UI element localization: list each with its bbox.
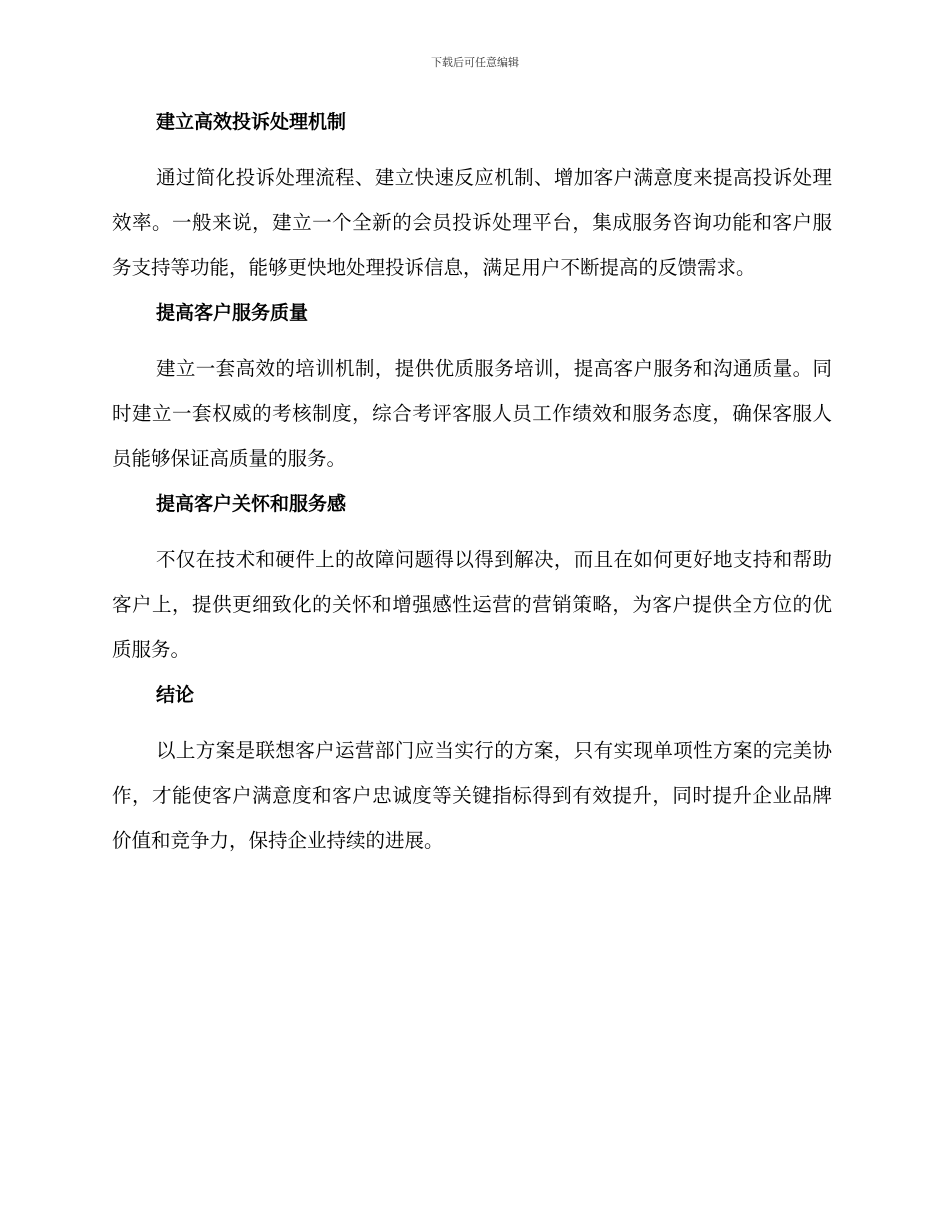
section-heading: 建立高效投诉处理机制 [156, 111, 347, 133]
section-paragraph: 通过简化投诉处理流程、建立快速反应机制、增加客户满意度来提高投诉处理效率。一般来说，建立一个全新的会员投诉处理平台，集成服务咨询功能和客户服务支持等功能，能够更快地处理投诉信息，满足用户不断提高的反馈需求。 [112, 166, 832, 279]
section-conclusion [112, 680, 832, 863]
section-paragraph: 以上方案是联想客户运营部门应当实行的方案，只有实现单项性方案的完美协作，才能使客户满意度和客户忠诚度等关键指标得到有效提升，同时提升企业品牌价值和竞争力，保持企业持续的进展。 [112, 739, 832, 852]
section-service-quality [112, 298, 832, 481]
section-paragraph: 不仅在技术和硬件上的故障问题得以得到解决，而且在如何更好地支持和帮助客户上，提供更细致化的关怀和增强感性运营的营销策略，为客户提供全方位的优质服务。 [112, 548, 832, 661]
section-heading: 结论 [156, 684, 195, 706]
section-heading: 提高客户服务质量 [156, 302, 309, 324]
section-paragraph: 建立一套高效的培训机制，提供优质服务培训，提高客户服务和沟通质量。同时建立一套权威的考核制度，综合考评客服人员工作绩效和服务态度，确保客服人员能够保证高质量的服务。 [112, 357, 832, 470]
section-customer-care [112, 489, 832, 672]
page-header-note: 下载后可任意编辑 [431, 56, 519, 69]
section-complaint-mechanism [112, 107, 832, 290]
section-heading: 提高客户关怀和服务感 [156, 493, 347, 515]
document-body [112, 107, 832, 871]
